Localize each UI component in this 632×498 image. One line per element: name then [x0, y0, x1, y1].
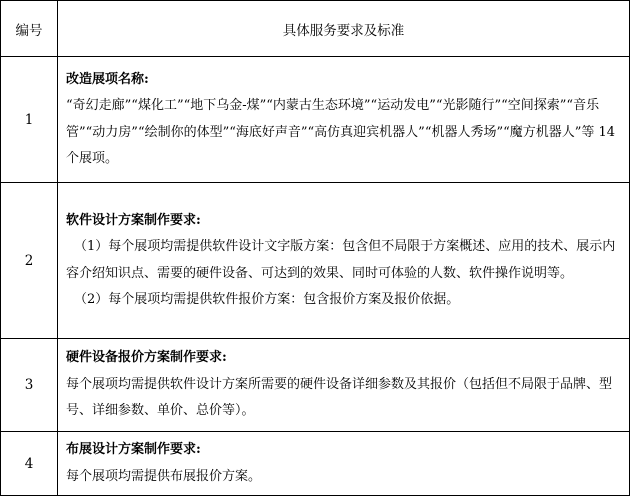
requirement-cell — [58, 339, 630, 432]
table-row — [1, 339, 630, 432]
section-title: 软件设计方案制作要求: — [66, 212, 201, 228]
row-number: 2 — [1, 183, 58, 339]
requirement-cell — [58, 57, 630, 183]
section-paragraph: 每个展项均需提供布展报价方案。 — [66, 468, 262, 484]
section-title: 硬件设备报价方案制作要求: — [66, 350, 227, 366]
section-paragraph: “奇幻走廊”“煤化工”“地下乌金-煤”“内蒙古生态环境”“运动发电”“光影随行”“空间探索”“音乐管”“动力房”“绘制你的体型”“海底好声音”“高仿真迎宾机器人”“机器人秀场”“魔方机器人”等 14 个展项。 — [66, 98, 616, 166]
section-paragraph: （2）每个展项均需提供软件报价方案：包含报价方案及报价依据。 — [74, 292, 460, 307]
section-paragraph: 每个展项均需提供软件设计方案所需要的硬件设备详细参数及其报价（包括但不局限于品牌、型号、详细参数、单价、总价等）。 — [66, 376, 613, 419]
header-requirement: 具体服务要求及标准 — [58, 1, 630, 57]
table-row — [1, 57, 630, 183]
requirement-cell — [58, 183, 630, 339]
row-number: 4 — [1, 432, 58, 496]
section-title: 改造展项名称: — [66, 71, 149, 87]
table-row — [1, 432, 630, 496]
section-paragraph: （1）每个展项均需提供软件设计文字版方案：包含但不局限于方案概述、应用的技术、展示内容介绍知识点、需要的硬件设备、可达到的效果、同时可体验的人数、软件操作说明等。 — [66, 239, 616, 281]
table-header-row — [1, 1, 630, 57]
header-num: 编号 — [1, 1, 58, 57]
section-title: 布展设计方案制作要求: — [66, 442, 201, 457]
row-number: 3 — [1, 339, 58, 432]
table-row — [1, 183, 630, 339]
row-number: 1 — [1, 57, 58, 183]
requirement-cell — [58, 432, 630, 496]
